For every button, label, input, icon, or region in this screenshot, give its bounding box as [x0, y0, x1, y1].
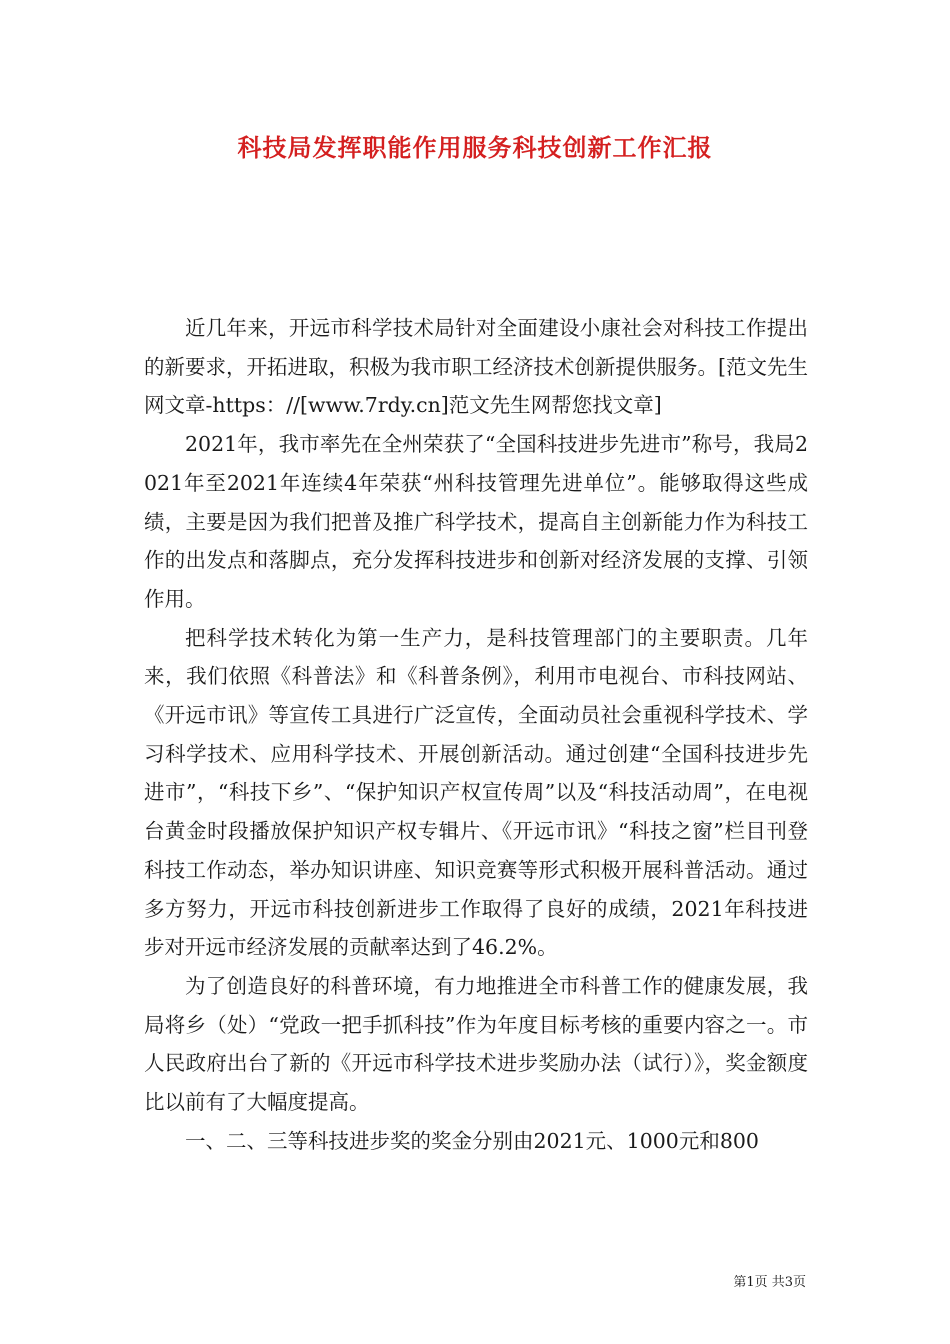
paragraph-intro: 近几年来，开远市科学技术局针对全面建设小康社会对科技工作提出的新要求，开拓进取，积极为我市职工经济技术创新提供服务。[范文先生网文章-https：//[www.7rdy.cn]范文先生网帮您找文章] [144, 316, 808, 418]
page-number: 第1页 共3页 [733, 1275, 806, 1290]
paragraph-science-promotion: 把科学技术转化为第一生产力，是科技管理部门的主要职责。几年来，我们依照《科普法》和《科普条例》，利用市电视台、市科技网站、《开远市讯》等宣传工具进行广泛宣传，全面动员社会重视科学技术、学习科学技术、应用科学技术、开展创新活动。通过创建“全国科技进步先进市”，“科技下乡”、“保护知识产权宣传周”以及“科技活动周”，在电视台黄金时段播放保护知识产权专辑片、《开远市讯》“科技之窗”栏目刊登科技工作动态，举办知识讲座、知识竞赛等形式积极开展科普活动。通过多方努力，开远市科技创新进步工作取得了良好的成绩，2021年科技进步对开远市经济发展的贡献率达到了46.2%。 [144, 625, 808, 960]
paragraph-award-amounts: 一、二、三等科技进步奖的奖金分别由2021元、1000元和800 [185, 1128, 759, 1153]
paragraph-science-environment: 为了创造良好的科普环境，有力地推进全市科普工作的健康发展，我局将乡（处）“党政一把手抓科技”作为年度目标考核的重要内容之一。市人民政府出台了新的《开远市科学技术进步奖励办法（试行）》，奖金额度比以前有了大幅度提高。 [144, 973, 808, 1115]
paragraph-achievements: 2021年，我市率先在全州荣获了“全国科技进步先进市”称号，我局2021年至2021年连续4年荣获“州科技管理先进单位”。能够取得这些成绩，主要是因为我们把普及推广科学技术，提高自主创新能力作为科技工作的出发点和落脚点，充分发挥科技进步和创新对经济发展的支撑、引领作用。 [144, 432, 808, 611]
document-title: 科技局发挥职能作用服务科技创新工作汇报 [237, 133, 713, 162]
document-body [144, 309, 808, 1160]
